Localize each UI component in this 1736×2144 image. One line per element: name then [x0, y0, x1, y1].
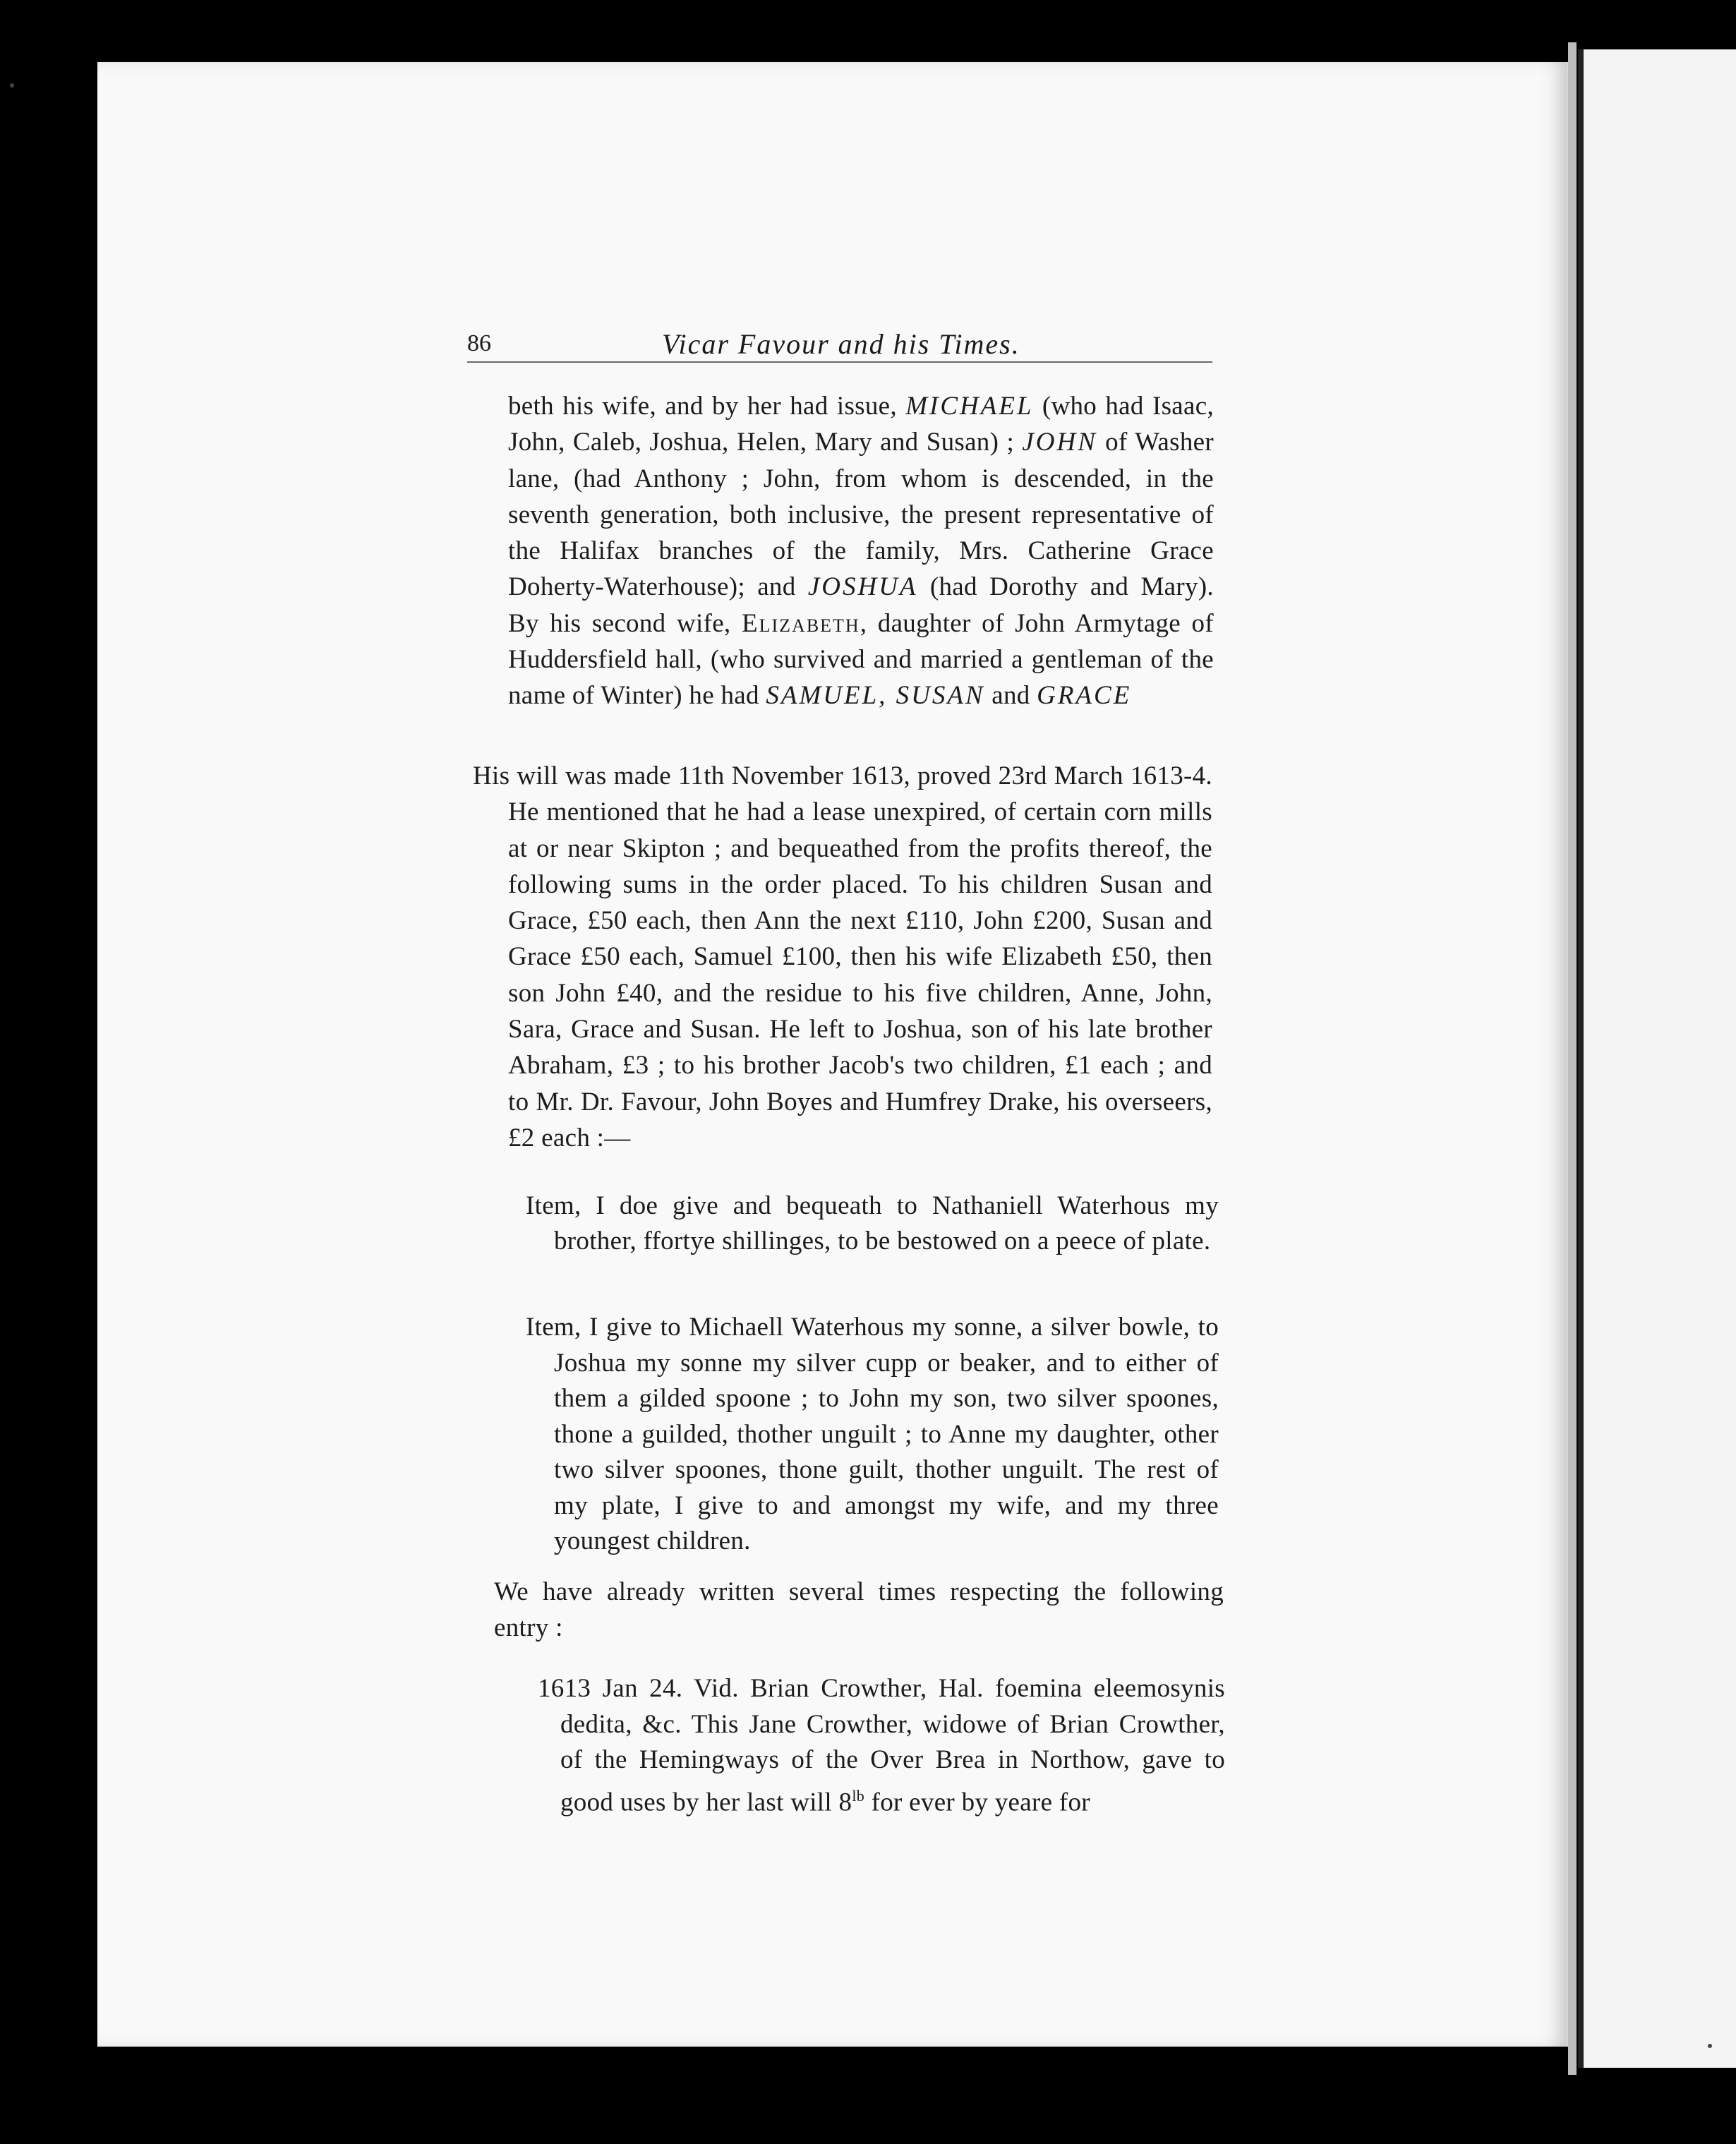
- name-elizabeth: Elizabeth: [742, 608, 860, 638]
- name-joshua: JOSHUA: [807, 572, 918, 602]
- superscript-lb: lb: [852, 1786, 865, 1805]
- text-run: , daughter of John Armytage of Huddersfield hall, (who survived and married a gentleman of the name of Winter) he had: [508, 608, 1214, 711]
- paragraph-item-nathaniell: Item, I doe give and bequeath to Nathaniell Waterhous my brother, ffortye shillinges, to be bestowed on a peece of plate.: [526, 1191, 1219, 1255]
- paragraph-will: His will was made 11th November 1613, proved 23rd March 1613-4. He mentioned that he had a lease unexpired, of certain corn mills at or near Skipton ; and bequeathed from the profits thereof, the following sums in the order placed. To his children Susan and Grace, £50 each, then Ann the next £110, John £200, Susan and Grace £50 each, Samuel £100, then his wife Elizabeth £50, then son John £40, and the residue to his five children, Anne, John, Sara, Grace and Susan. He left to Joshua, son of his late brother Abraham, £3 ; to his brother Jacob's two children, £1 each ; and to Mr. Dr. Favour, John Boyes and Humfrey Drake, his overseers, £2 each :—: [473, 761, 1212, 1152]
- name-samuel-susan: SAMUEL, SUSAN: [766, 681, 985, 711]
- paragraph-entry-1613: [538, 1671, 1225, 1820]
- text-run: 1613 Jan 24. Vid. Brian Crowther, Hal. foemina eleemosynis dedita, &c. This Jane Crowther, widowe of Brian Crowther, of the Hemingways of the Over Brea in Northow, gave to good uses by her last will 8: [538, 1674, 1225, 1817]
- page-number: 86: [467, 330, 491, 356]
- name-john: JOHN: [1022, 428, 1097, 457]
- name-grace: GRACE: [1037, 681, 1132, 711]
- paragraph-family-issue: [508, 388, 1214, 714]
- name-michael: MICHAEL: [905, 392, 1034, 421]
- paragraph-entry-intro: We have already written several times respecting the following entry :: [494, 1577, 1224, 1643]
- text-run: beth his wife, and by her had issue,: [508, 392, 906, 421]
- running-title: Vicar Favour and his Times.: [662, 328, 1020, 360]
- paragraph-item-michaell: Item, I give to Michaell Waterhous my sonne, a silver bowle, to Joshua my sonne my silver cupp or beaker, and to either of them a gilded spoone ; to John my son, two silver spoones, thone a guilded, thother unguilt ; to Anne my daughter, other two silver spoones, thone guilt, thother unguilt. The rest of my plate, I give to and amongst my wife, and my three youngest children.: [526, 1313, 1219, 1555]
- text-run: of Washer lane, (had Anthony ; John, from whom is descended, in the seventh generation, both inclusive, the present representative of the Halifax branches of the family, Mrs. Catherine Grace Doherty-Waterhouse); and: [508, 428, 1214, 602]
- text-run: and: [984, 681, 1037, 711]
- text-run: for ever by yeare for: [864, 1787, 1090, 1817]
- text-run: (had Dorothy and Mary). By his second wife,: [508, 572, 1214, 638]
- text-run: (who had Isaac, John, Caleb, Joshua, Helen, Mary and Susan) ;: [508, 392, 1214, 457]
